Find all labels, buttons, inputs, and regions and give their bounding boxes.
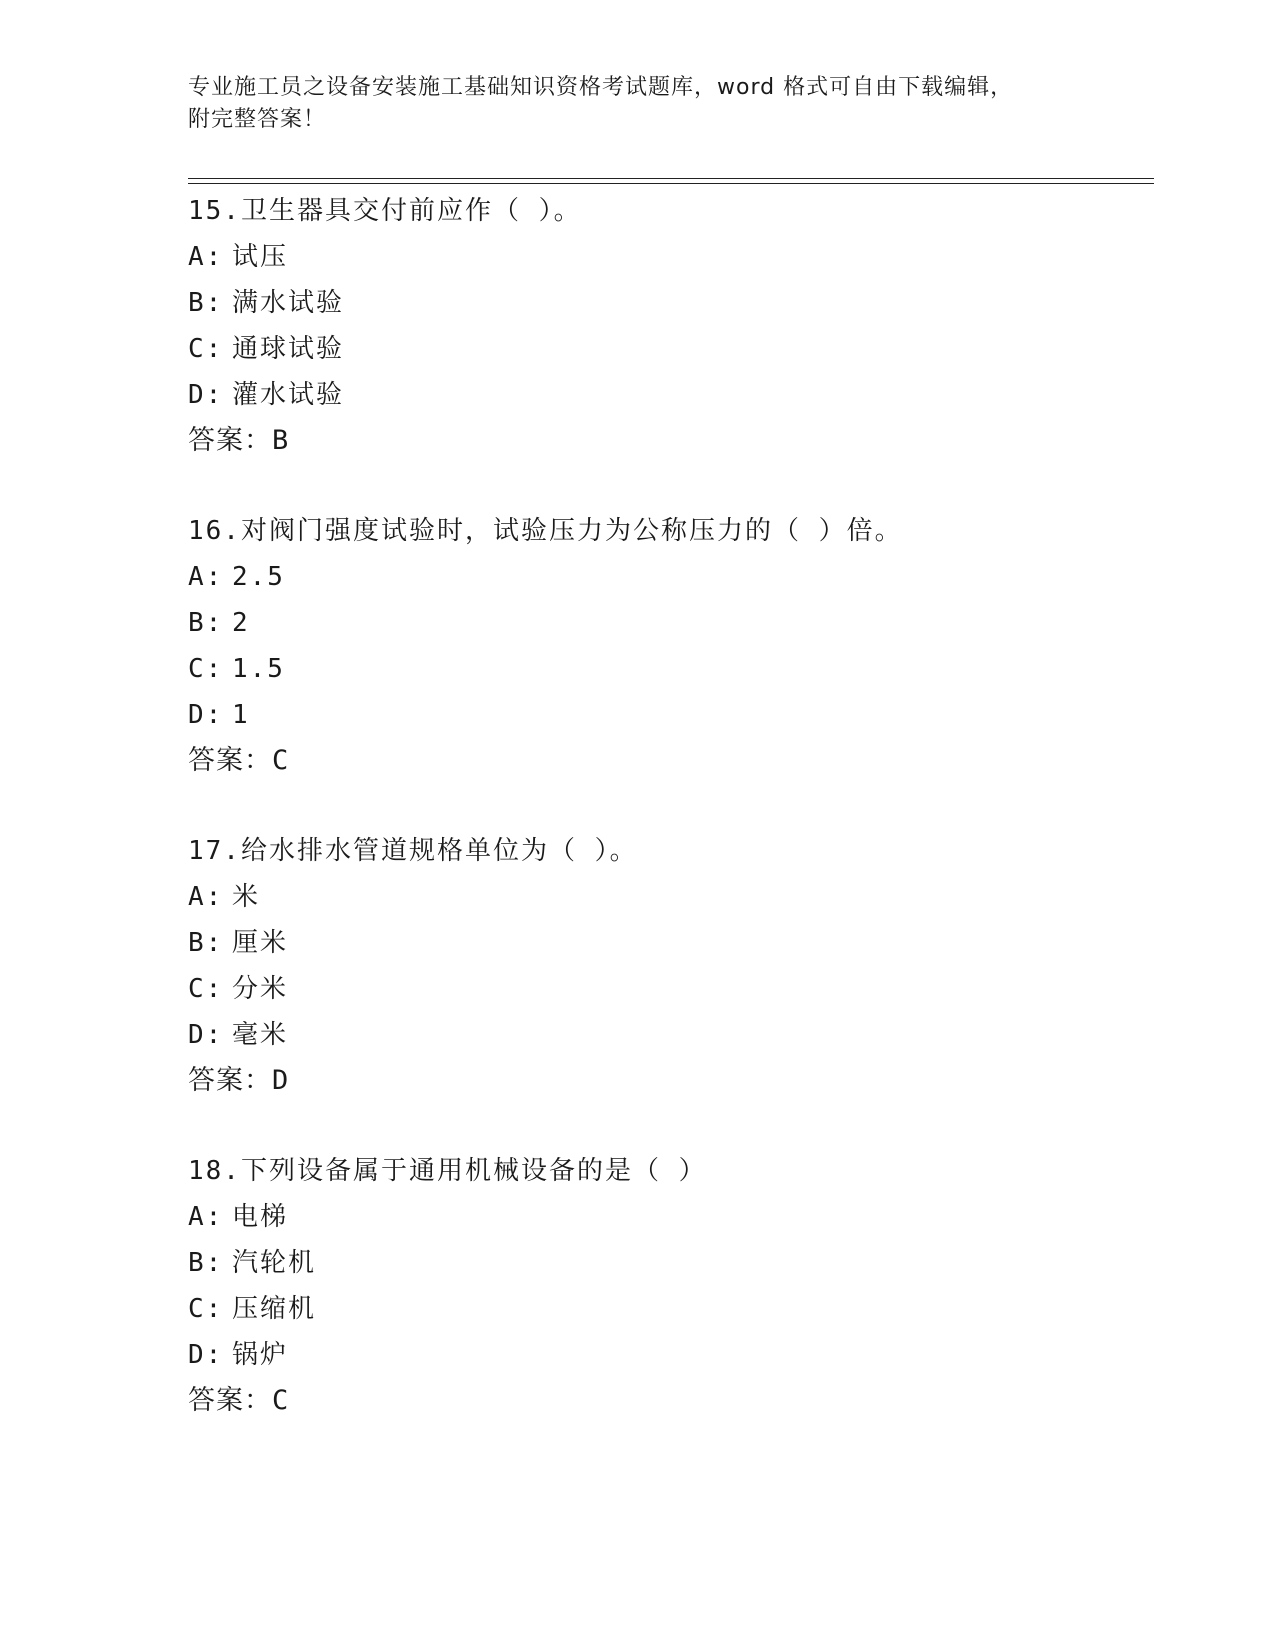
option-text: 2.5 [232,562,285,592]
option-d [188,372,1168,418]
header-line-2: 附完整答案！ [188,107,327,132]
question-block [188,508,1168,784]
option-d [188,1332,1168,1378]
option-label: A: [188,882,224,912]
header-divider-bottom [188,183,1154,184]
option-c [188,966,1168,1012]
option-text: 锅炉 [232,1340,289,1370]
option-label: A: [188,242,224,272]
option-text: 电梯 [232,1202,289,1232]
question-stem: 15.卫生器具交付前应作（ ）。 [188,196,582,226]
question-stem: 17.给水排水管道规格单位为（ ）。 [188,836,638,866]
document-header [188,72,1088,136]
question-stem: 16.对阀门强度试验时，试验压力为公称压力的（ ）倍。 [188,516,903,546]
option-label: B: [188,928,224,958]
option-text: 满水试验 [232,288,345,318]
option-text: 通球试验 [232,334,345,364]
option-text: 压缩机 [232,1294,317,1324]
option-label: B: [188,608,224,638]
option-text: 毫米 [232,1020,289,1050]
option-c [188,1286,1168,1332]
option-b [188,600,1168,646]
question-block [188,1148,1168,1424]
option-text: 试压 [232,242,289,272]
option-d [188,1012,1168,1058]
header-line-1: 专业施工员之设备安装施工基础知识资格考试题库，word 格式可自由下载编辑， [188,75,1014,100]
option-text: 1.5 [232,654,285,684]
option-label: D: [188,380,224,410]
option-text: 2 [232,608,250,638]
option-label: A: [188,1202,224,1232]
answer-line [188,1378,1168,1424]
answer-label: 答案： [188,1065,272,1096]
option-label: C: [188,654,224,684]
option-label: C: [188,1294,224,1324]
option-label: B: [188,288,224,318]
answer-value: C [272,745,289,776]
option-a [188,234,1168,280]
answer-value: D [272,1065,289,1096]
option-label: C: [188,334,224,364]
option-b [188,1240,1168,1286]
option-a [188,874,1168,920]
option-text: 米 [232,882,261,912]
answer-value: C [272,1385,289,1416]
option-a [188,1194,1168,1240]
option-label: D: [188,1020,224,1050]
answer-line [188,1058,1168,1104]
option-text: 1 [232,700,250,730]
answer-label: 答案： [188,425,272,456]
question-block [188,188,1168,464]
answer-value: B [272,425,289,456]
option-label: C: [188,974,224,1004]
question-stem: 18.下列设备属于通用机械设备的是（ ） [188,1156,707,1186]
option-c [188,326,1168,372]
option-a [188,554,1168,600]
answer-label: 答案： [188,745,272,776]
option-text: 厘米 [232,928,289,958]
question-block [188,828,1168,1104]
option-label: D: [188,1340,224,1370]
option-text: 分米 [232,974,289,1004]
option-label: B: [188,1248,224,1278]
option-label: D: [188,700,224,730]
option-label: A: [188,562,224,592]
answer-line [188,418,1168,464]
option-text: 灌水试验 [232,380,345,410]
option-c [188,646,1168,692]
option-b [188,280,1168,326]
option-text: 汽轮机 [232,1248,317,1278]
answer-label: 答案： [188,1385,272,1416]
option-b [188,920,1168,966]
option-d [188,692,1168,738]
header-divider-top [188,178,1154,179]
answer-line [188,738,1168,784]
